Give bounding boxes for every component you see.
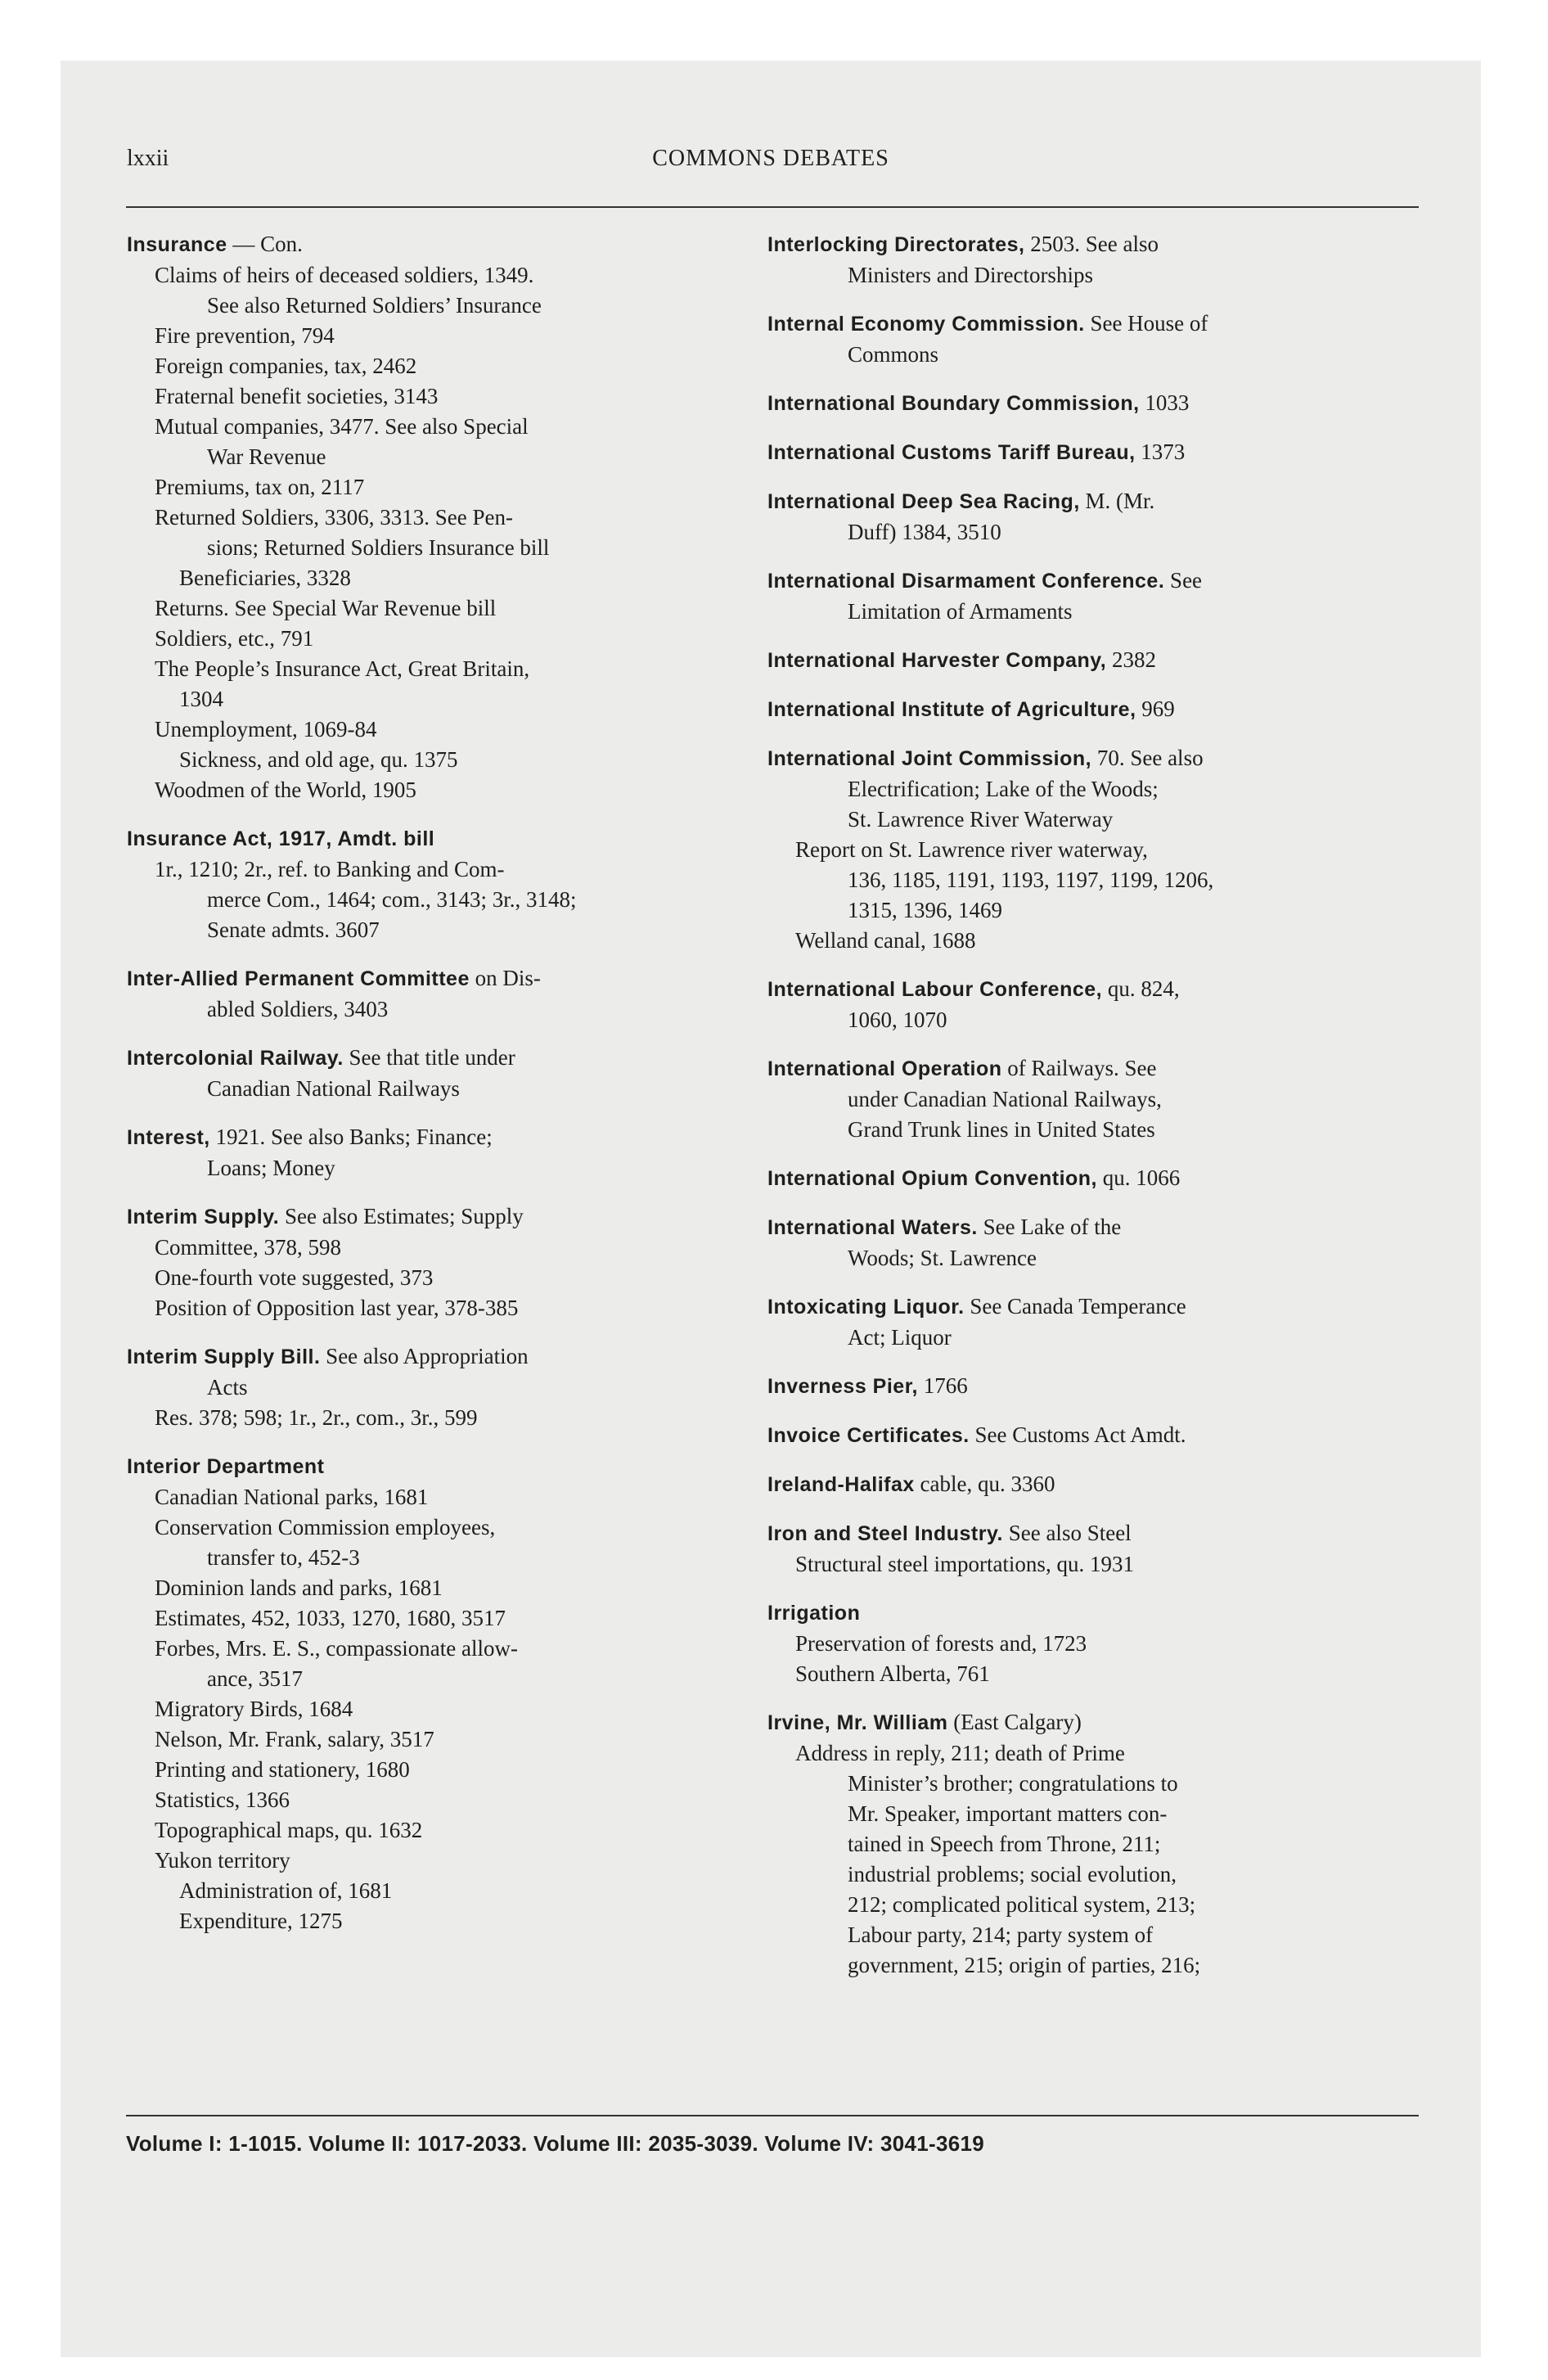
entry-heading-rest: See Customs Act Amdt.	[969, 1422, 1186, 1447]
entry-subline: Address in reply, 211; death of Prime	[795, 1741, 1125, 1765]
entry-subline: Beneficiaries, 3328	[179, 566, 351, 590]
entry-heading-line	[767, 229, 1420, 260]
entry-subline: Migratory Birds, 1684	[155, 1697, 353, 1721]
entry-heading-rest: 1373	[1135, 439, 1186, 464]
entry-subline: War Revenue	[207, 444, 326, 469]
index-entry	[767, 1469, 1420, 1500]
entry-subline: 1315, 1396, 1469	[848, 898, 1002, 922]
entry-heading: Interim Supply Bill.	[127, 1346, 321, 1368]
entry-subline: Structural steel importations, qu. 1931	[795, 1552, 1134, 1576]
entry-heading-line	[767, 486, 1420, 517]
entry-subline: Fire prevention, 794	[155, 323, 335, 348]
index-entry	[127, 229, 731, 805]
entry-heading: Irrigation	[767, 1602, 861, 1625]
index-entry	[127, 1341, 731, 1433]
entry-subline: Expenditure, 1275	[179, 1909, 343, 1933]
entry-heading-line	[767, 437, 1420, 468]
entry-subline: Topographical maps, qu. 1632	[155, 1818, 423, 1842]
entry-heading-rest: qu. 824,	[1102, 976, 1180, 1001]
index-entry	[767, 1420, 1420, 1451]
entry-heading-line	[767, 694, 1420, 725]
entry-subline: Claims of heirs of deceased soldiers, 1349.	[155, 263, 534, 287]
entry-heading-line	[127, 1341, 731, 1373]
index-entry	[127, 1451, 731, 1936]
entry-subline: Estimates, 452, 1033, 1270, 1680, 3517	[155, 1606, 506, 1630]
entry-subline: Labour party, 214; party system of	[848, 1922, 1154, 1947]
entry-subline: One-fourth vote suggested, 373	[155, 1265, 434, 1290]
entry-subline: 212; complicated political system, 213;	[848, 1892, 1196, 1917]
entry-heading-line	[767, 1212, 1420, 1243]
entry-subline: Report on St. Lawrence river waterway,	[795, 837, 1148, 862]
entry-heading: International Waters.	[767, 1216, 978, 1239]
entry-subline: Ministers and Directorships	[848, 263, 1093, 287]
index-entry	[127, 823, 731, 945]
entry-heading-rest: See also Appropriation	[320, 1344, 529, 1368]
entry-heading-rest: See House of	[1084, 311, 1208, 336]
entry-subline: Mutual companies, 3477. See also Special	[155, 414, 529, 439]
index-entry	[767, 566, 1420, 627]
entry-heading: International Operation	[767, 1057, 1002, 1080]
entry-heading-rest: qu. 1066	[1097, 1165, 1181, 1190]
entry-heading: Insurance Act, 1917, Amdt. bill	[127, 827, 435, 850]
entry-heading-line	[767, 645, 1420, 676]
entry-heading-rest: See	[1164, 568, 1203, 593]
entry-heading: International Opium Convention,	[767, 1167, 1097, 1190]
entry-heading-rest: 2382	[1106, 647, 1157, 672]
entry-heading-line	[767, 1707, 1420, 1738]
entry-heading-rest: on Dis-	[469, 966, 541, 990]
entry-subline: Woods; St. Lawrence	[848, 1246, 1037, 1270]
entry-heading: Internal Economy Commission.	[767, 313, 1085, 336]
index-entry	[767, 1053, 1420, 1145]
index-entry	[127, 1122, 731, 1183]
entry-heading: Interim Supply.	[127, 1206, 280, 1228]
entry-heading-rest: (East Calgary)	[947, 1710, 1082, 1734]
entry-heading-line	[767, 1518, 1420, 1549]
entry-subline: Statistics, 1366	[155, 1787, 290, 1812]
entry-subline: Acts	[207, 1375, 248, 1400]
entry-subline: Premiums, tax on, 2117	[155, 475, 365, 499]
entry-heading: Interlocking Directorates,	[767, 233, 1025, 256]
entry-heading-line	[767, 1469, 1420, 1500]
entry-subline: Returned Soldiers, 3306, 3313. See Pen-	[155, 505, 513, 530]
entry-subline: Forbes, Mrs. E. S., compassionate allow-	[155, 1636, 518, 1661]
entry-heading-rest: 1033	[1139, 390, 1190, 415]
index-entry	[127, 963, 731, 1025]
index-entry	[767, 1371, 1420, 1402]
entry-subline: Mr. Speaker, important matters con-	[848, 1801, 1168, 1826]
index-entry	[767, 388, 1420, 419]
entry-subline: industrial problems; social evolution,	[848, 1862, 1177, 1886]
entry-subline: Administration of, 1681	[179, 1878, 393, 1903]
entry-subline: Res. 378; 598; 1r., 2r., com., 3r., 599	[155, 1405, 478, 1430]
entry-subline: 136, 1185, 1191, 1193, 1197, 1199, 1206,	[848, 868, 1214, 892]
entry-subline: Printing and stationery, 1680	[155, 1757, 410, 1782]
entry-heading-rest: of Railways. See	[1001, 1056, 1157, 1080]
index-entry	[767, 1707, 1420, 1981]
entry-heading: International Boundary Commission,	[767, 392, 1140, 415]
entry-subline: Unemployment, 1069-84	[155, 717, 377, 741]
index-entry	[767, 645, 1420, 676]
index-entry	[767, 974, 1420, 1035]
entry-heading-rest: 2503. See also	[1024, 232, 1159, 256]
index-entry	[767, 309, 1420, 370]
entry-subline: Commons	[848, 342, 939, 367]
entry-heading-line	[767, 1291, 1420, 1323]
index-entry	[767, 1598, 1420, 1689]
header-rule	[126, 206, 1419, 208]
entry-subline: 1r., 1210; 2r., ref. to Banking and Com-	[155, 857, 505, 881]
entry-heading-rest: 969	[1136, 696, 1175, 721]
entry-subline: 1304	[179, 687, 223, 711]
entry-subline: The People’s Insurance Act, Great Britain,	[155, 656, 530, 681]
entry-heading-line	[767, 388, 1420, 419]
entry-heading-line	[767, 1053, 1420, 1084]
entry-heading-rest: See also Estimates; Supply	[279, 1204, 524, 1228]
entry-subline: Southern Alberta, 761	[795, 1661, 990, 1686]
volume-footer: Volume I: 1-1015. Volume II: 1017-2033. Volume III: 2035-3039. Volume IV: 3041-3619	[126, 2131, 985, 2156]
entry-subline: Preservation of forests and, 1723	[795, 1631, 1087, 1656]
index-entry	[767, 437, 1420, 468]
entry-subline: Canadian National Railways	[207, 1076, 460, 1101]
entry-subline: Committee, 378, 598	[155, 1235, 341, 1260]
entry-subline: Act; Liquor	[848, 1325, 952, 1350]
entry-heading: International Labour Conference,	[767, 978, 1103, 1001]
entry-heading-rest: cable, qu. 3360	[914, 1472, 1055, 1496]
entry-subline: Senate admts. 3607	[207, 917, 380, 942]
index-entry	[767, 229, 1420, 291]
entry-subline: Canadian National parks, 1681	[155, 1485, 429, 1509]
entry-subline: Returns. See Special War Revenue bill	[155, 596, 497, 620]
index-entry	[767, 1518, 1420, 1580]
entry-heading-line	[767, 743, 1420, 774]
entry-heading-rest: M. (Mr.	[1079, 489, 1155, 513]
entry-heading-rest: 70. See also	[1091, 746, 1204, 770]
entry-subline: Foreign companies, tax, 2462	[155, 354, 417, 378]
entry-heading: Ireland-Halifax	[767, 1473, 915, 1496]
entry-heading: Invoice Certificates.	[767, 1424, 970, 1447]
entry-subline: Electrification; Lake of the Woods;	[848, 777, 1159, 801]
index-entry	[767, 486, 1420, 548]
entry-subline: tained in Speech from Throne, 211;	[848, 1832, 1161, 1856]
entry-subline: See also Returned Soldiers’ Insurance	[207, 293, 542, 318]
entry-heading: Insurance	[127, 233, 227, 256]
entry-subline: Soldiers, etc., 791	[155, 626, 314, 651]
entry-heading-rest: — Con.	[227, 232, 303, 256]
entry-heading-line	[767, 566, 1420, 597]
entry-heading-line	[767, 1598, 1420, 1629]
entry-subline: Dominion lands and parks, 1681	[155, 1575, 443, 1600]
entry-heading: International Deep Sea Racing,	[767, 490, 1080, 513]
entry-heading: Irvine, Mr. William	[767, 1711, 948, 1734]
entry-heading: International Joint Commission,	[767, 747, 1092, 770]
entry-heading-line	[767, 1163, 1420, 1194]
page-title: COMMONS DEBATES	[652, 146, 889, 171]
entry-subline: Conservation Commission employees,	[155, 1515, 496, 1539]
entry-heading-line	[127, 963, 731, 994]
entry-subline: Position of Opposition last year, 378-385	[155, 1296, 519, 1320]
entry-heading-line	[767, 1420, 1420, 1451]
entry-heading: Intoxicating Liquor.	[767, 1296, 965, 1318]
entry-heading-line	[127, 1451, 731, 1482]
right-column	[767, 229, 1420, 1999]
index-entry	[127, 1043, 731, 1104]
entry-subline: ance, 3517	[207, 1666, 303, 1691]
entry-heading: International Customs Tariff Bureau,	[767, 441, 1136, 464]
entry-heading: International Institute of Agriculture,	[767, 698, 1136, 721]
entry-subline: Welland canal, 1688	[795, 928, 976, 953]
entry-heading-rest: See also Steel	[1002, 1521, 1132, 1545]
index-entry	[767, 694, 1420, 725]
entry-heading-line	[127, 823, 731, 854]
entry-heading-line	[127, 1122, 731, 1153]
entry-subline: Loans; Money	[207, 1156, 335, 1180]
entry-heading: International Disarmament Conference.	[767, 570, 1165, 593]
entry-heading-rest: 1921. See also Banks; Finance;	[209, 1125, 493, 1149]
entry-heading: Inter-Allied Permanent Committee	[127, 967, 470, 990]
entry-subline: Limitation of Armaments	[848, 599, 1073, 624]
index-entry	[127, 1201, 731, 1323]
entry-heading-rest: See Lake of the	[977, 1215, 1122, 1239]
entry-subline: merce Com., 1464; com., 3143; 3r., 3148;	[207, 887, 577, 912]
index-entry	[767, 743, 1420, 956]
entry-heading-rest: See that title under	[343, 1045, 515, 1070]
entry-subline: Woodmen of the World, 1905	[155, 778, 416, 802]
entry-heading-line	[767, 1371, 1420, 1402]
index-entry	[767, 1291, 1420, 1353]
page-number: lxxii	[127, 146, 169, 171]
entry-subline: Duff) 1384, 3510	[848, 520, 1001, 544]
entry-heading: International Harvester Company,	[767, 649, 1107, 672]
entry-heading: Interior Department	[127, 1455, 325, 1478]
entry-subline: Sickness, and old age, qu. 1375	[179, 747, 458, 772]
entry-heading-line	[767, 309, 1420, 340]
entry-heading: Intercolonial Railway.	[127, 1047, 344, 1070]
entry-subline: Minister’s brother; congratulations to	[848, 1771, 1178, 1796]
entry-heading-rest: 1766	[918, 1373, 968, 1398]
entry-heading-line	[127, 1043, 731, 1074]
entry-heading: Inverness Pier,	[767, 1375, 919, 1398]
entry-heading: Iron and Steel Industry.	[767, 1522, 1003, 1545]
entry-subline: 1060, 1070	[848, 1007, 947, 1032]
page	[61, 61, 1481, 2357]
entry-subline: St. Lawrence River Waterway	[848, 807, 1114, 832]
entry-subline: abled Soldiers, 3403	[207, 997, 389, 1021]
entry-heading: Interest,	[127, 1126, 210, 1149]
entry-heading-line	[127, 1201, 731, 1233]
entry-subline: Fraternal benefit societies, 3143	[155, 384, 439, 408]
entry-subline: transfer to, 452-3	[207, 1545, 360, 1570]
index-entry	[767, 1212, 1420, 1273]
entry-subline: under Canadian National Railways,	[848, 1087, 1162, 1111]
left-column	[127, 229, 731, 1954]
entry-subline: Yukon territory	[155, 1848, 290, 1873]
entry-heading-rest: See Canada Temperance	[964, 1294, 1186, 1318]
entry-subline: Nelson, Mr. Frank, salary, 3517	[155, 1727, 434, 1751]
footer-rule	[126, 2115, 1419, 2116]
entry-subline: government, 215; origin of parties, 216;	[848, 1953, 1201, 1977]
entry-subline: Grand Trunk lines in United States	[848, 1117, 1155, 1142]
index-entry	[767, 1163, 1420, 1194]
entry-heading-line	[767, 974, 1420, 1005]
entry-subline: sions; Returned Soldiers Insurance bill	[207, 535, 550, 560]
entry-heading-line	[127, 229, 731, 260]
